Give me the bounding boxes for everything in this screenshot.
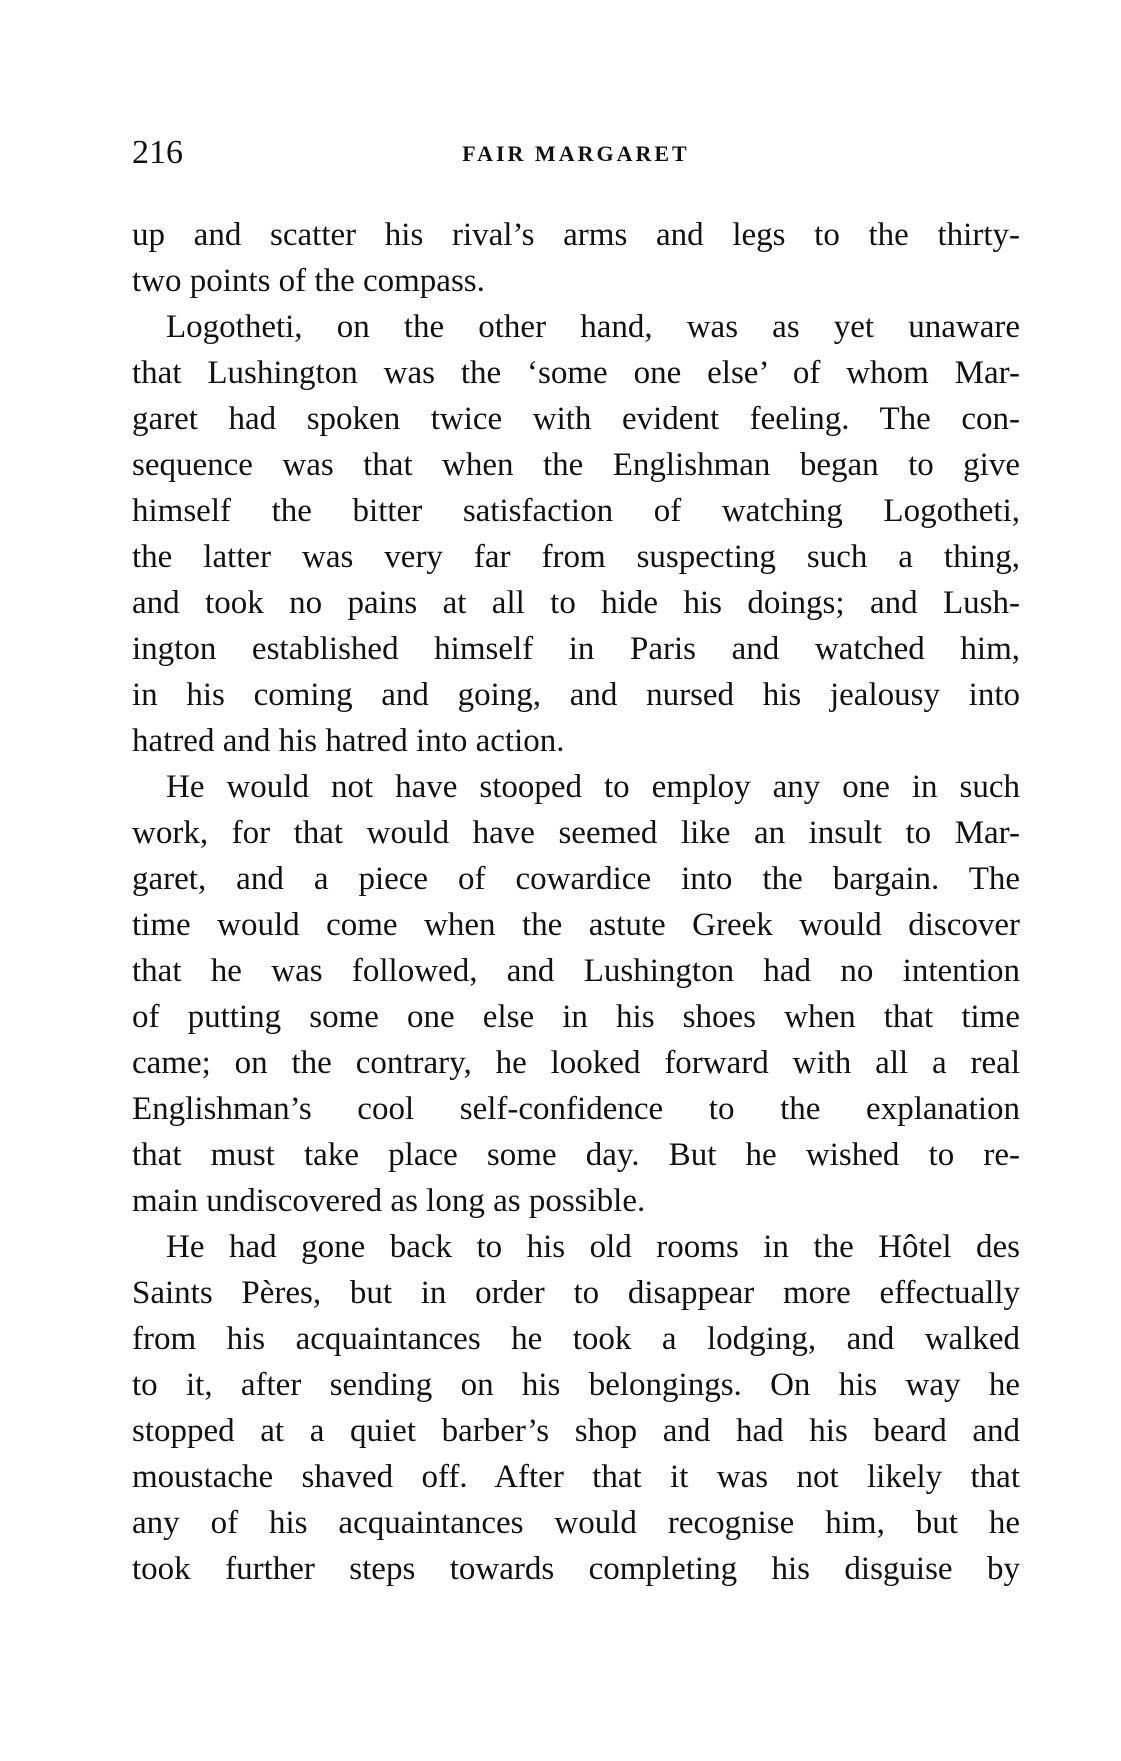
running-head (132, 128, 1020, 178)
text-line: ington established himself in Paris and watched him, (132, 631, 1020, 667)
text-line: took further steps towards completing his disguise by (132, 1551, 1020, 1587)
text-line: garet had spoken twice with evident feeling. The con- (132, 401, 1020, 437)
book-title: FAIR MARGARET (462, 141, 690, 166)
text-line: Logotheti, on the other hand, was as yet unaware (166, 309, 1020, 345)
text-line: any of his acquaintances would recognise him, but he (132, 1505, 1020, 1541)
page-number: 216 (132, 134, 183, 171)
text-line: and took no pains at all to hide his doings; and Lush- (132, 585, 1020, 621)
text-line: that must take place some day. But he wished to re- (132, 1137, 1020, 1173)
text-line: sequence was that when the Englishman began to give (132, 447, 1020, 483)
text-line: Saints Pères, but in order to disappear more effectually (132, 1275, 1020, 1311)
text-line: of putting some one else in his shoes when that time (132, 999, 1020, 1035)
text-line: main undiscovered as long as possible. (132, 1183, 646, 1219)
body-text (132, 212, 1020, 1592)
text-line: from his acquaintances he took a lodging, and walked (132, 1321, 1020, 1357)
text-line: stopped at a quiet barber’s shop and had his beard and (132, 1413, 1020, 1449)
text-line: to it, after sending on his belongings. On his way he (132, 1367, 1020, 1403)
text-line: He had gone back to his old rooms in the Hôtel des (166, 1229, 1020, 1265)
text-line: garet, and a piece of cowardice into the bargain. The (132, 861, 1020, 897)
text-line: himself the bitter satisfaction of watching Logotheti, (132, 493, 1020, 529)
text-line: came; on the contrary, he looked forward with all a real (132, 1045, 1020, 1081)
text-line: up and scatter his rival’s arms and legs to the thirty- (132, 217, 1020, 253)
text-line: moustache shaved off. After that it was not likely that (132, 1459, 1020, 1495)
text-line: Englishman’s cool self-confidence to the explanation (132, 1091, 1020, 1127)
text-line: that he was followed, and Lushington had no intention (132, 953, 1020, 989)
text-line: work, for that would have seemed like an insult to Mar- (132, 815, 1020, 851)
text-line: He would not have stooped to employ any one in such (166, 769, 1020, 805)
text-line: hatred and his hatred into action. (132, 723, 565, 759)
text-line: two points of the compass. (132, 263, 485, 299)
text-line: time would come when the astute Greek would discover (132, 907, 1020, 943)
text-line: the latter was very far from suspecting such a thing, (132, 539, 1020, 575)
text-line: that Lushington was the ‘some one else’ of whom Mar- (132, 355, 1020, 391)
text-line: in his coming and going, and nursed his jealousy into (132, 677, 1020, 713)
